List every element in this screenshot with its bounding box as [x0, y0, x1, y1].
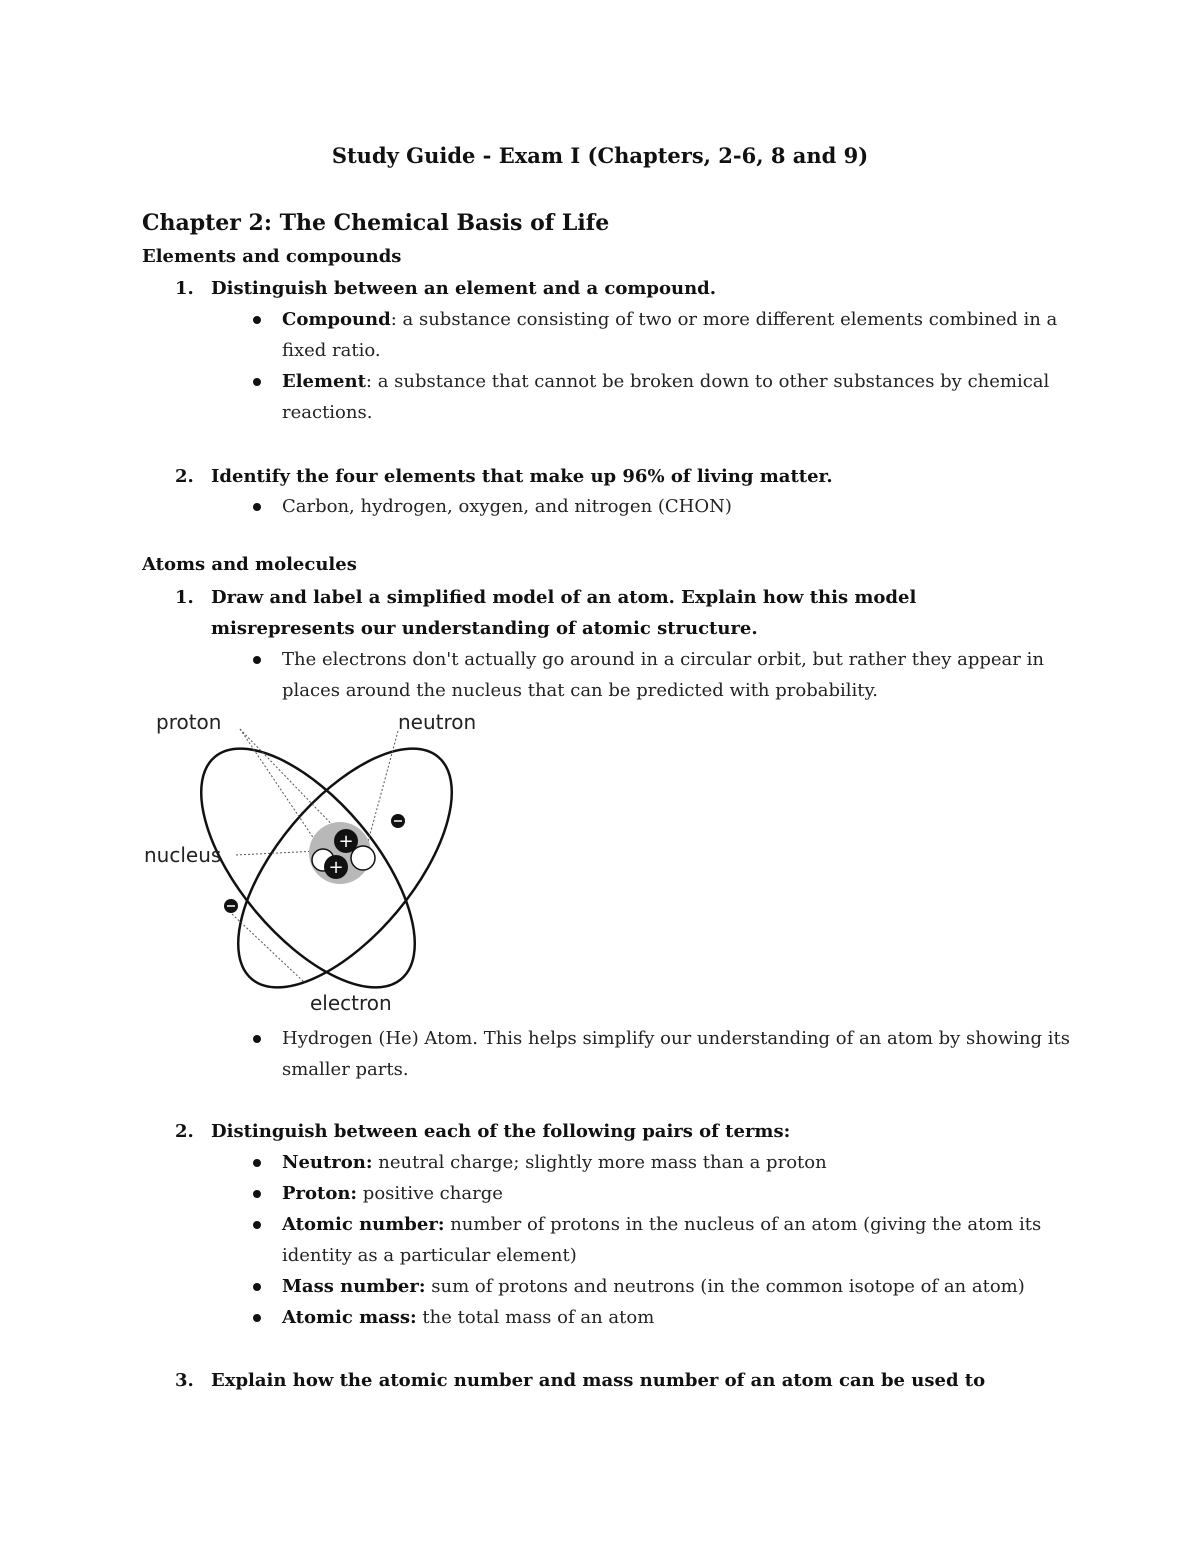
question-atoms-1: [175, 582, 1075, 644]
proton-label: proton: [156, 710, 222, 734]
electron-label: electron: [310, 991, 392, 1015]
bullet-dot-icon: [253, 316, 261, 324]
question-text: Draw and label a simplified model of an atom. Explain how this model misrepresents our understanding of atomic structure.: [211, 587, 917, 639]
term-definition: sum of protons and neutrons (in the common isotope of an atom): [425, 1276, 1025, 1297]
bullet-compound: [250, 304, 1080, 366]
proton-icon: [334, 829, 358, 853]
bullet-term-neutron: [250, 1147, 1080, 1178]
term-definition: positive charge: [357, 1183, 503, 1204]
question-text: Explain how the atomic number and mass number of an atom can be used to: [211, 1370, 986, 1391]
bullet-term-mass-number: [250, 1271, 1080, 1302]
bullet-dot-icon: [253, 656, 261, 664]
question-elements-2: [175, 461, 1075, 492]
term-label: Element: [282, 371, 366, 392]
question-elements-1: [175, 273, 1075, 304]
bullet-text: The electrons don't actually go around in a circular orbit, but rather they appear in places around the nucleus that can be predicted with probability.: [282, 649, 1044, 701]
nucleus-label: nucleus: [144, 843, 222, 867]
neutron-label: neutron: [398, 710, 477, 734]
term-definition: : a substance that cannot be broken down to other substances by chemical reactions.: [282, 371, 1050, 423]
bullet-electron-orbit: [250, 644, 1080, 706]
bullet-term-proton: [250, 1178, 1080, 1209]
section-heading-elements: Elements and compounds: [142, 246, 402, 267]
bullet-hydrogen-atom: [250, 1023, 1080, 1085]
term-label: Atomic mass:: [282, 1307, 417, 1328]
bullet-dot-icon: [253, 1283, 261, 1291]
proton-icon-2: [324, 855, 348, 879]
question-number: 1.: [175, 278, 194, 299]
proton-plus-symbol: +: [338, 831, 354, 852]
proton-leader-line: [240, 729, 340, 833]
question-number: 1.: [175, 587, 194, 608]
bullet-chon: [250, 491, 1080, 522]
question-text: Identify the four elements that make up 96% of living matter.: [211, 466, 833, 487]
bullet-text: Hydrogen (He) Atom. This helps simplify our understanding of an atom by showing its smaller parts.: [282, 1028, 1070, 1080]
bullet-element: [250, 366, 1080, 428]
bullet-dot-icon: [253, 1314, 261, 1322]
term-definition: number of protons in the nucleus of an atom (giving the atom its identity as a particular element): [282, 1214, 1042, 1266]
term-label: Neutron:: [282, 1152, 373, 1173]
atom-diagram: [140, 705, 500, 1015]
bullet-text: Carbon, hydrogen, oxygen, and nitrogen (CHON): [282, 496, 732, 517]
question-atoms-2: [175, 1116, 1075, 1147]
term-definition: : a substance consisting of two or more different elements combined in a fixed ratio.: [282, 309, 1058, 361]
bullet-term-atomic-number: [250, 1209, 1080, 1271]
electron-icon: [391, 814, 405, 828]
bullet-dot-icon: [253, 1221, 261, 1229]
question-text: Distinguish between each of the following pairs of terms:: [211, 1121, 791, 1142]
bullet-term-atomic-mass: [250, 1302, 1080, 1333]
question-number: 2.: [175, 466, 194, 487]
section-heading-atoms: Atoms and molecules: [142, 554, 357, 575]
bullet-dot-icon: [253, 1159, 261, 1167]
term-label: Atomic number:: [282, 1214, 445, 1235]
term-definition: the total mass of an atom: [416, 1307, 655, 1328]
term-definition: neutral charge; slightly more mass than a proton: [372, 1152, 827, 1173]
question-atoms-3: [175, 1365, 1075, 1396]
proton-plus-symbol: +: [328, 857, 344, 878]
bullet-dot-icon: [253, 1190, 261, 1198]
question-number: 3.: [175, 1370, 194, 1391]
term-label: Proton:: [282, 1183, 358, 1204]
document-title: Study Guide - Exam I (Chapters, 2-6, 8 and 9): [331, 143, 869, 168]
bullet-dot-icon: [253, 378, 261, 386]
bullet-dot-icon: [253, 1035, 261, 1043]
question-number: 2.: [175, 1121, 194, 1142]
electron-icon-2: [224, 899, 238, 913]
bullet-dot-icon: [253, 503, 261, 511]
term-label: Mass number:: [282, 1276, 426, 1297]
nucleus-leader-line: [236, 851, 318, 855]
chapter-heading: Chapter 2: The Chemical Basis of Life: [142, 210, 610, 236]
term-label: Compound: [282, 309, 391, 330]
question-text: Distinguish between an element and a compound.: [211, 278, 717, 299]
